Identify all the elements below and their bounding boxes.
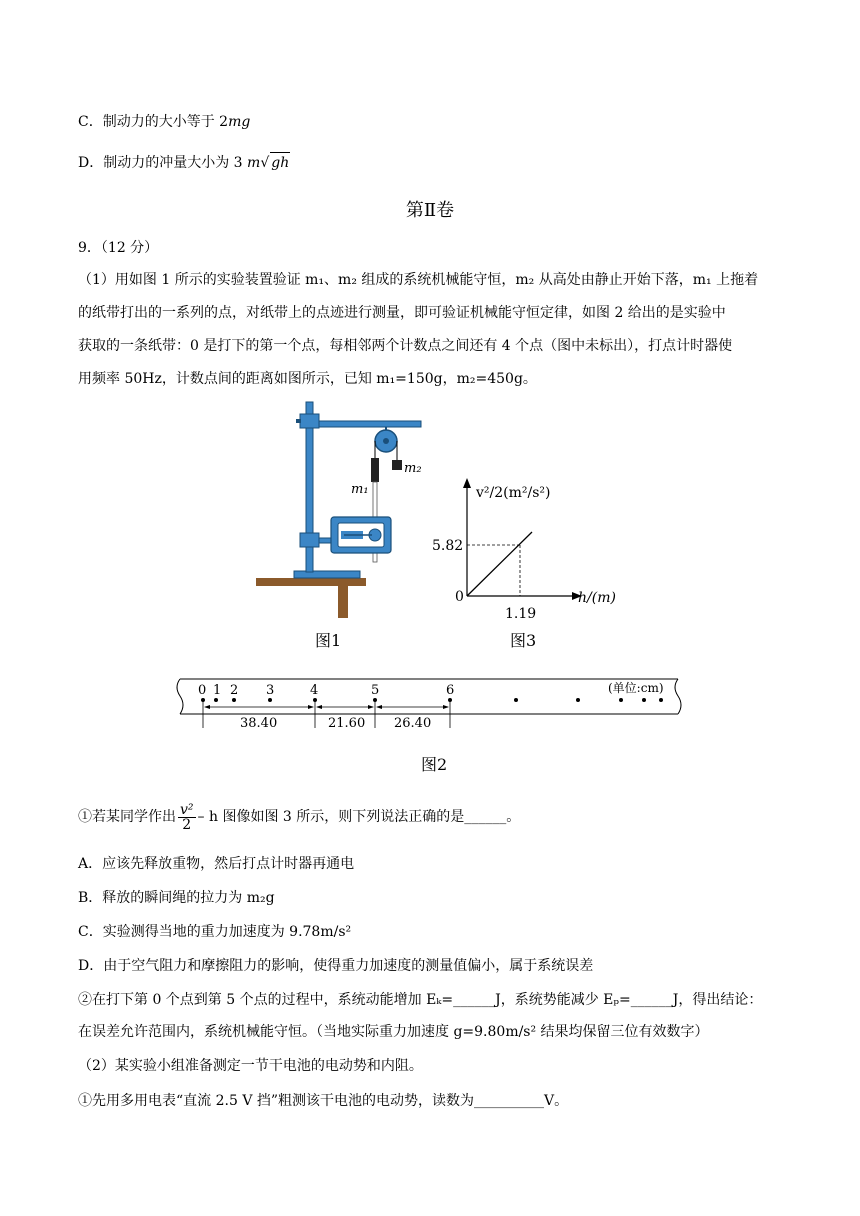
point-label-2: 2 <box>230 683 239 698</box>
fraction <box>178 803 196 832</box>
q9-sub2-line1: ②在打下第 0 个点到第 5 个点的过程中，系统动能增加 Eₖ=______J，系统势能减少 Eₚ=______J，得出结论： <box>78 992 763 1008</box>
top-clamp <box>300 414 319 428</box>
q9-p1-line3: 获取的一条纸带：0 是打下的第一个点，每相邻两个计数点之间还有 4 个点（图中未标出），打点计时器使 <box>78 338 733 354</box>
table-top <box>256 578 366 586</box>
fig2-caption: 图2 <box>421 755 448 774</box>
lower-clamp <box>300 533 319 547</box>
unit-label: (单位:cm) <box>608 681 664 695</box>
tape-dot <box>576 698 580 702</box>
fig1-caption: 图1 <box>315 631 342 650</box>
fraction-num: v² <box>180 801 194 818</box>
option-d-sqrt: gh <box>270 152 290 173</box>
q9-sub2-line2: 在误差允许范围内，系统机械能守恒。（当地实际重力加速度 g=9.80m/s² 结果均保留三位有效数字） <box>78 1024 709 1040</box>
option-d-m: m <box>247 155 261 171</box>
choice-a: A．应该先释放重物，然后打点计时器再通电 <box>78 856 355 872</box>
m1-label: m₁ <box>351 482 369 497</box>
tape-dot <box>232 698 236 702</box>
point-label-1: 1 <box>213 683 222 698</box>
top-arm <box>313 421 421 427</box>
q9-p2-sub1: ①先用多用电表“直流 2.5 V 挡”粗测该干电池的电动势，读数为__________V。 <box>78 1093 569 1109</box>
fraction-den: 2 <box>182 816 192 833</box>
tape-dot <box>214 698 218 702</box>
y-axis-label: v²/2(m²/s²) <box>476 485 551 501</box>
option-c-text: C．制动力的大小等于 2 <box>78 114 229 130</box>
m2-label: m₂ <box>404 461 422 476</box>
sqrt-sign: √ <box>260 155 270 171</box>
mass-m2 <box>392 460 402 470</box>
q9-p1-line2: 的纸带打出的一系列的点，对纸带上的点迹进行测量，即可验证机械能守恒定律，如图 2 给出的是实验中 <box>78 305 726 321</box>
origin-label: 0 <box>455 589 464 605</box>
fig2-tape <box>177 679 681 774</box>
distance-4-5: 21.60 <box>328 716 366 731</box>
point-label-4: 4 <box>310 683 319 698</box>
q9-heading: 9．（12 分） <box>78 240 159 256</box>
tape-dot <box>642 698 646 702</box>
choice-c: C．实验测得当地的重力加速度为 9.78m/s² <box>78 924 352 940</box>
tape-dot <box>659 698 663 702</box>
tape-left-edge <box>177 679 183 714</box>
stand-base <box>294 571 360 578</box>
option-c-var: mg <box>228 114 251 130</box>
tape-right-edge <box>675 679 681 714</box>
mass-m1 <box>371 458 379 482</box>
q9-sub1-pre: ①若某同学作出 <box>78 809 176 825</box>
data-line <box>467 532 532 596</box>
distance-5-6: 26.40 <box>394 716 432 731</box>
distance-0-4: 38.40 <box>240 716 278 731</box>
q9-p1-line4: 用频率 50Hz，计数点间的距离如图所示，已知 m₁=150g，m₂=450g。 <box>78 371 537 387</box>
tape-dot <box>619 698 623 702</box>
tape-dot <box>268 698 272 702</box>
y-tick: 5.82 <box>432 538 464 554</box>
q9-p2-heading: （2）某实验小组准备测定一节干电池的电动势和内阻。 <box>78 1058 423 1074</box>
point-label-6: 6 <box>446 683 455 698</box>
fig3-graph <box>432 478 616 650</box>
q9-sub1 <box>78 800 520 834</box>
fig3-caption: 图3 <box>510 631 537 650</box>
section-title: 第Ⅱ卷 <box>405 200 455 221</box>
x-tick: 1.19 <box>505 606 537 622</box>
fig1-apparatus <box>256 402 422 650</box>
q9-sub1-post: – h 图像如图 3 所示，则下列说法正确的是______。 <box>197 809 521 825</box>
choice-d: D．由于空气阻力和摩擦阻力的影响，使得重力加速度的测量值偏小，属于系统误差 <box>78 958 594 974</box>
point-label-3: 3 <box>266 683 275 698</box>
q9-p1-line1: （1）用如图 1 所示的实验装置验证 m₁、m₂ 组成的系统机械能守恒，m₂ 从高处由静止开始下落，m₁ 上拖着 <box>78 272 759 288</box>
point-label-5: 5 <box>371 683 380 698</box>
table-leg <box>338 586 348 618</box>
x-axis-label: h/(m) <box>578 590 616 606</box>
point-label-0: 0 <box>198 683 207 698</box>
tape-dot <box>514 698 518 702</box>
option-d-text: D．制动力的冲量大小为 3 <box>78 155 243 171</box>
choice-b: B．释放的瞬间绳的拉力为 m₂g <box>78 890 275 906</box>
